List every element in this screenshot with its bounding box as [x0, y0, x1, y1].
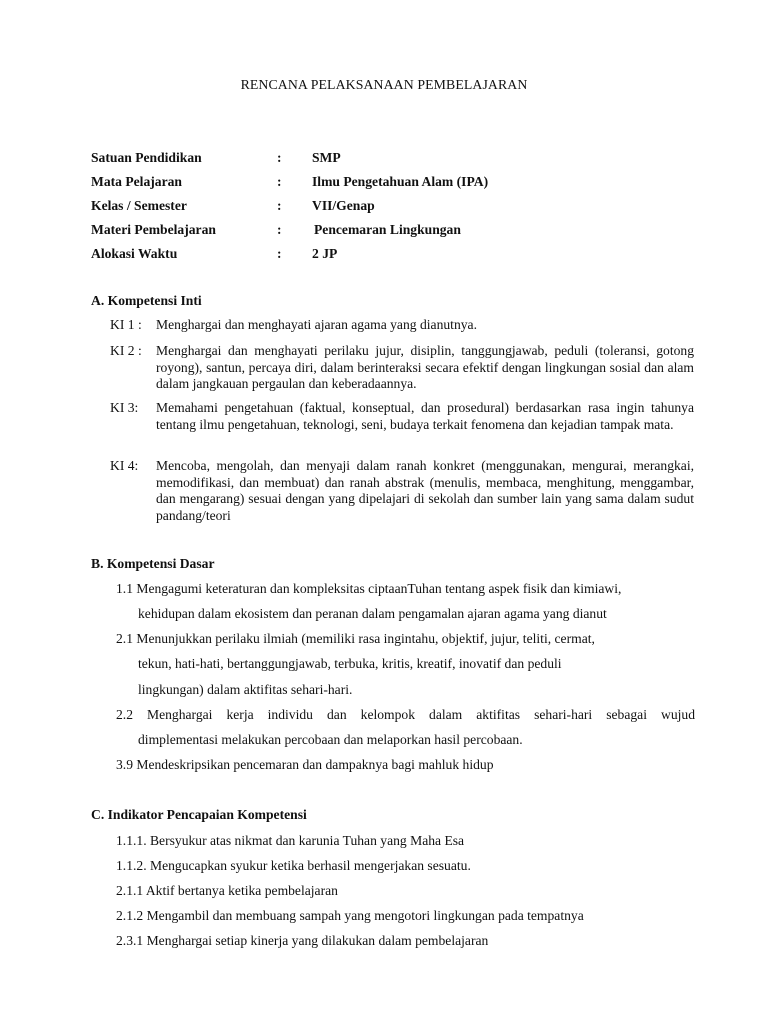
identity-label: Mata Pelajaran [91, 174, 182, 189]
ki-text: Menghargai dan menghayati ajaran agama yang dianutnya. [156, 317, 477, 332]
identity-label: Kelas / Semester [91, 198, 187, 213]
identity-colon: : [277, 222, 282, 237]
section-b-heading: B. Kompetensi Dasar [91, 556, 215, 571]
identity-row-kelas [0, 198, 768, 216]
ki-label: KI 4: [110, 458, 139, 473]
ki-text: Mencoba, mengolah, dan menyaji dalam ranah konkret (menggunakan, mengurai, merangkai, memodifikasi, dan membuat) dan ranah abstrak (menulis, membaca, menghitung, menggambar, dan mengarang) sesuai dengan yang dipelajari di sekolah dan sumber lain yang sama dalam sudut pandang/teori [156, 458, 694, 523]
kd-1-1-line: 1.1 Mengagumi keteraturan dan kompleksitas ciptaanTuhan tentang aspek fisik dan kimiawi, [116, 581, 622, 596]
indicator-item: 2.1.2 Mengambil dan membuang sampah yang mengotori lingkungan pada tempatnya [116, 908, 584, 923]
kd-2-1-line: 2.1 Menunjukkan perilaku ilmiah (memiliki rasa ingintahu, objektif, jujur, teliti, cermat, [116, 631, 595, 646]
indicator-item: 2.1.1 Aktif bertanya ketika pembelajaran [116, 883, 338, 898]
ki-label: KI 2 : [110, 343, 142, 358]
kd-2-2-line: 2.2 Menghargai kerja individu dan kelompok dalam aktifitas sehari-hari sebagai wujud [116, 707, 695, 722]
identity-row-mapel [0, 174, 768, 192]
identity-value: 2 JP [312, 246, 338, 261]
ki-text: Menghargai dan menghayati perilaku jujur, disiplin, tanggungjawab, peduli (toleransi, gotong royong), santun, percaya diri, dalam berinteraksi secara efektif dengan lingkungan sosial dan alam dalam jangkauan pergaulan dan keberadaannya. [156, 343, 694, 392]
identity-colon: : [277, 246, 282, 261]
kd-2-1-line: lingkungan) dalam aktifitas sehari-hari. [138, 682, 353, 697]
indicator-item: 2.3.1 Menghargai setiap kinerja yang dilakukan dalam pembelajaran [116, 933, 489, 948]
kd-3-9: 3.9 Mendeskripsikan pencemaran dan dampaknya bagi mahluk hidup [116, 757, 494, 772]
document-title: RENCANA PELAKSANAAN PEMBELAJARAN [240, 77, 528, 92]
identity-value: SMP [312, 150, 341, 165]
identity-colon: : [277, 174, 282, 189]
identity-value: Ilmu Pengetahuan Alam (IPA) [312, 174, 489, 189]
kd-2-1-line: tekun, hati-hati, bertanggungjawab, terbuka, kritis, kreatif, inovatif dan peduli [138, 656, 562, 671]
ki-label: KI 1 : [110, 317, 142, 332]
section-c-heading: C. Indikator Pencapaian Kompetensi [91, 807, 307, 822]
identity-label: Materi Pembelajaran [91, 222, 216, 237]
identity-value: Pencemaran Lingkungan [314, 222, 461, 237]
identity-row-alokasi [0, 246, 768, 264]
kd-1-1-line: kehidupan dalam ekosistem dan peranan dalam pengamalan ajaran agama yang dianut [138, 606, 607, 621]
ki-text: Memahami pengetahuan (faktual, konseptual, dan prosedural) berdasarkan rasa ingin tahunya tentang ilmu pengetahuan, teknologi, seni, budaya terkait fenomena dan kejadian tampak mata. [156, 400, 694, 432]
indicator-item: 1.1.1. Bersyukur atas nikmat dan karunia Tuhan yang Maha Esa [116, 833, 465, 848]
identity-value: VII/Genap [312, 198, 375, 213]
identity-row-materi [0, 222, 768, 240]
identity-row-satuan [0, 150, 768, 168]
identity-colon: : [277, 150, 282, 165]
identity-label: Alokasi Waktu [91, 246, 178, 261]
section-a-heading: A. Kompetensi Inti [91, 293, 202, 308]
ki-label: KI 3: [110, 400, 139, 415]
identity-label: Satuan Pendidikan [91, 150, 202, 165]
kd-2-2-line: dimplementasi melakukan percobaan dan melaporkan hasil percobaan. [138, 732, 523, 747]
indicator-item: 1.1.2. Mengucapkan syukur ketika berhasil mengerjakan sesuatu. [116, 858, 471, 873]
identity-colon: : [277, 198, 282, 213]
